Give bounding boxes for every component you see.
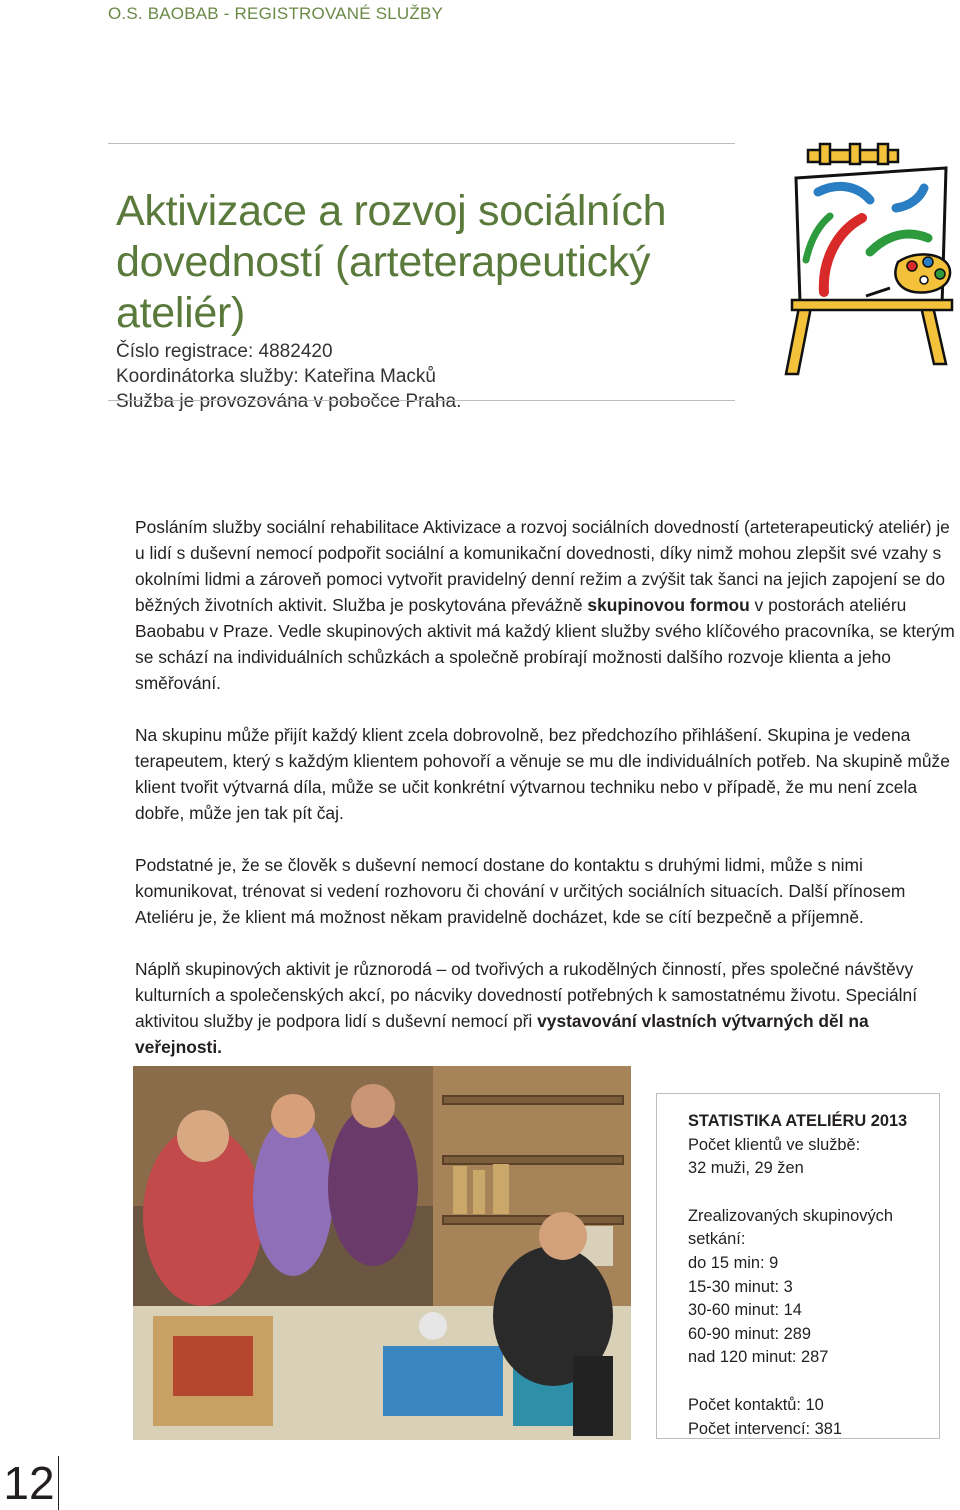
paragraph-text: Posláním služby sociální rehabilitace Aktivizace a rozvoj sociálních dovedností (arteterapeutický ateliér) je u lidí s duševní nemocí podpořit sociální a komunikační dovednosti, díky nimž mohou zlepšit své vzahy s okolními lidmi a zároveň pomoci vytvořit pravidelný denní režim a zvýšit tak šanci na jejich zapojení se do běžných životních aktivit. Služba je poskytována převážně xyxy=(135,517,950,615)
service-location: Služba je provozována v pobočce Praha. xyxy=(116,391,462,412)
paragraph-text: v postorách ateliéru Baobabu v Praze. Vedle skupinových aktivit má každý klient služby svého klíčového pracovníka, se kterým se schází na individuálních schůzkách a společně probírají možnosti dalšího rozvoje klienta a jeho směřování. xyxy=(135,595,955,693)
interventions-count: Počet intervencí: 381 xyxy=(688,1419,842,1438)
clients-label: Počet klientů ve službě: xyxy=(688,1135,861,1154)
sessions-row: 30-60 minut: 14 xyxy=(688,1301,802,1320)
paragraph-text: Náplň skupinových aktivit je různorodá – od tvořivých a rukodělných činností, přes společné návštěvy kulturních a společenských akcí, po nácviky dovedností potřebných k samostatnému životu. Speciální aktivitou služby je podpora lidí s duševní nemocí při xyxy=(135,959,918,1031)
paragraph-mission xyxy=(135,514,957,696)
page-title xyxy=(116,186,776,339)
paragraph-activities xyxy=(135,956,957,1060)
title-line-2: dovedností (arteterapeutický ateliér) xyxy=(116,238,651,337)
clients-value: 32 muži, 29 žen xyxy=(688,1159,804,1178)
statistics-box xyxy=(656,1093,940,1439)
paragraph-bold: skupinovou formou xyxy=(587,595,750,615)
running-header: O.S. BAOBAB - REGISTROVANÉ SLUŽBY xyxy=(108,4,444,23)
sessions-row: do 15 min: 9 xyxy=(688,1253,779,1272)
title-bottom-divider xyxy=(108,400,735,401)
easel-illustration-icon xyxy=(778,142,956,382)
coordinator: Koordinátorka služby: Kateřina Macků xyxy=(116,366,436,387)
statistics-title: STATISTIKA ATELIÉRU 2013 xyxy=(688,1112,908,1130)
paragraph-group: Na skupinu může přijít každý klient zcela dobrovolně, bez předchozího přihlášení. Skupina je vedena terapeutem, který s každým klientem pohovoří a věnuje se mu dle individuálních potřeb. Na skupině může klient tvořit výtvarná díla, může se učit konkrétní výtvarnou techniku nebo v případě, že mu není zcela dobře, může jen tak pít čaj. xyxy=(135,725,950,823)
title-line-1: Aktivizace a rozvoj sociálních xyxy=(116,187,667,235)
sessions-row: nad 120 minut: 287 xyxy=(688,1348,829,1367)
page-number: 12 xyxy=(0,1456,59,1510)
sessions-label: Zrealizovaných skupinových setkání: xyxy=(688,1206,893,1249)
atelier-photo xyxy=(133,1066,631,1440)
sessions-row: 60-90 minut: 289 xyxy=(688,1324,812,1343)
contacts-count: Počet kontaktů: 10 xyxy=(688,1395,824,1414)
body-text xyxy=(135,514,957,1086)
sessions-row: 15-30 minut: 3 xyxy=(688,1277,793,1296)
paragraph-bold: vystavování vlastních výtvarných děl na veřejnosti. xyxy=(135,1011,869,1057)
title-block xyxy=(116,186,776,414)
registration-number: Číslo registrace: 4882420 xyxy=(116,341,333,362)
top-divider xyxy=(108,143,735,144)
paragraph-benefits: Podstatné je, že se člověk s duševní nemocí dostane do kontaktu s druhými lidmi, může s nimi komunikovat, trénovat si vedení rozhovoru či chování v určitých sociálních situacích. Další přínosem Ateliéru je, že klient má možnost někam pravidelně docházet, kde se cítí bezpečně a příjemně. xyxy=(135,855,906,927)
